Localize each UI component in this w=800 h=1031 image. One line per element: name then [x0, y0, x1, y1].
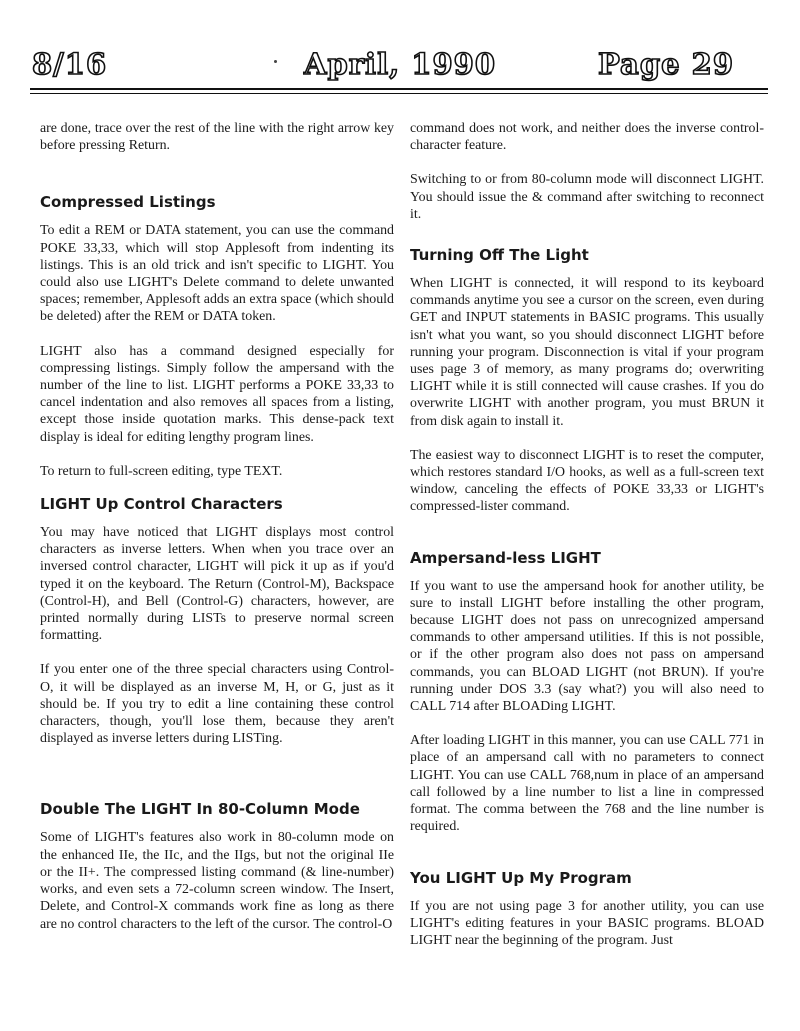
- heading-control-characters: LIGHT Up Control Characters: [40, 495, 283, 514]
- paragraph-continued: command does not work, and neither does the inverse control-character feature.: [410, 121, 764, 154]
- paragraph-compressed-2: LIGHT also has a command designed especially for compressing listings. Simply follow the ampersand with the number of the line to list. LIGHT performs a POKE 33,33 to cancel indentation and also removes all spaces from a listing, except those inside quotation marks. This dense-pack text display is ideal for editing lengthy program lines.: [40, 343, 394, 445]
- heading-turning-off: Turning Off The Light: [410, 246, 589, 265]
- paragraph-switching: Switching to or from 80-column mode will disconnect LIGHT. You should issue the & command after switching to reconnect it.: [410, 172, 764, 222]
- paragraph-control-1: You may have noticed that LIGHT displays most control characters as inverse letters. When when you trace over an inversed control character, LIGHT will pick it up as if you'd typed it on the keyboard. The Return (Control-M), Backspace (Control-H), and Bell (Control-G) characters, however, are printed normally during LISTs to preserve normal screen formatting.: [40, 525, 394, 644]
- paragraph-turning-2: The easiest way to disconnect LIGHT is to reset the computer, which restores standard I/O hooks, as well as a full-screen text window, canceling the effects of POKE 33,33 or LIGHT's compressed-lister command.: [410, 447, 764, 515]
- page-number: Page 29: [598, 47, 734, 81]
- right-column: [410, 120, 764, 949]
- paragraph-control-2: If you enter one of the three special characters using Control-O, it will be displayed as an inverse M, H, or G, just as it should be. If you try to edit a line containing these control characters, though, you'll lose them, because they aren't displayed as inverse letters during LISTing.: [40, 662, 394, 747]
- paragraph-double-1: Some of LIGHT's features also work in 80-column mode on the enhanced IIe, the IIc, and the IIgs, but not the original IIe or the II+. The compressed listing command (& line-number) works, and even sets a 72-column screen window. The Insert, Delete, and Control-X commands work fine as long as there are no control characters to the left of the cursor. The control-O: [40, 830, 394, 932]
- paragraph-ampersand-1: If you want to use the ampersand hook for another utility, be sure to install LIGHT before installing the other program, because LIGHT does not pass on unrecognized ampersand commands to other ampersand utilities. If this is not possible, or if the other program also does not pass on ampersand commands, you can BLOAD LIGHT (not BRUN). If you're running under DOS 3.3 (say what?) you will also need to CALL 714 after BLOADing LIGHT.: [410, 578, 764, 715]
- heading-compressed-listings: Compressed Listings: [40, 193, 216, 212]
- paragraph-compressed-3: To return to full-screen editing, type TEXT.: [40, 463, 283, 479]
- header-rule-thick: [30, 88, 768, 90]
- issue-date: April, 1990: [304, 47, 496, 81]
- issue-number: 8/16: [32, 47, 108, 81]
- paragraph-you-1: If you are not using page 3 for another utility, you can use LIGHT's editing features in your BASIC programs. BLOAD LIGHT near the beginning of the program. Just: [410, 898, 764, 948]
- page-header: [0, 0, 800, 98]
- heading-ampersand-less: Ampersand-less LIGHT: [410, 548, 601, 567]
- left-column: [40, 120, 394, 933]
- paragraph-ampersand-2: After loading LIGHT in this manner, you can use CALL 771 in place of an ampersand call with no parameters to connect LIGHT. You can use CALL 768,num in place of an ampersand call followed by a line number to list a line in compressed format. The comma between the 768 and the line number is required.: [410, 733, 764, 835]
- paragraph-intro: are done, trace over the rest of the line with the right arrow key before pressing Return.: [40, 121, 394, 154]
- heading-you-light-up: You LIGHT Up My Program: [410, 868, 632, 887]
- paragraph-turning-1: When LIGHT is connected, it will respond to its keyboard commands anytime you see a cursor on the screen, even during GET and INPUT statements in BASIC programs. This usually isn't what you want, so you should disconnect LIGHT before running your program. Disconnection is vital if your program uses page 3 of memory, as many programs do; overwriting LIGHT while it is still connected will cause crashes. If you do overwrite LIGHT with another program, you must BRUN it from disk again to install it.: [410, 276, 764, 429]
- header-rule-thin: [30, 93, 768, 94]
- paragraph-compressed-1: To edit a REM or DATA statement, you can use the command POKE 33,33, which will stop Applesoft from indenting its listings. This is an old trick and isn't specific to LIGHT. You could also use LIGHT's Delete command to delete unwanted spaces; remember, Applesoft adds an extra space (which should be deleted) after the REM or DATA token.: [40, 223, 394, 325]
- heading-double-light: Double The LIGHT In 80-Column Mode: [40, 800, 360, 819]
